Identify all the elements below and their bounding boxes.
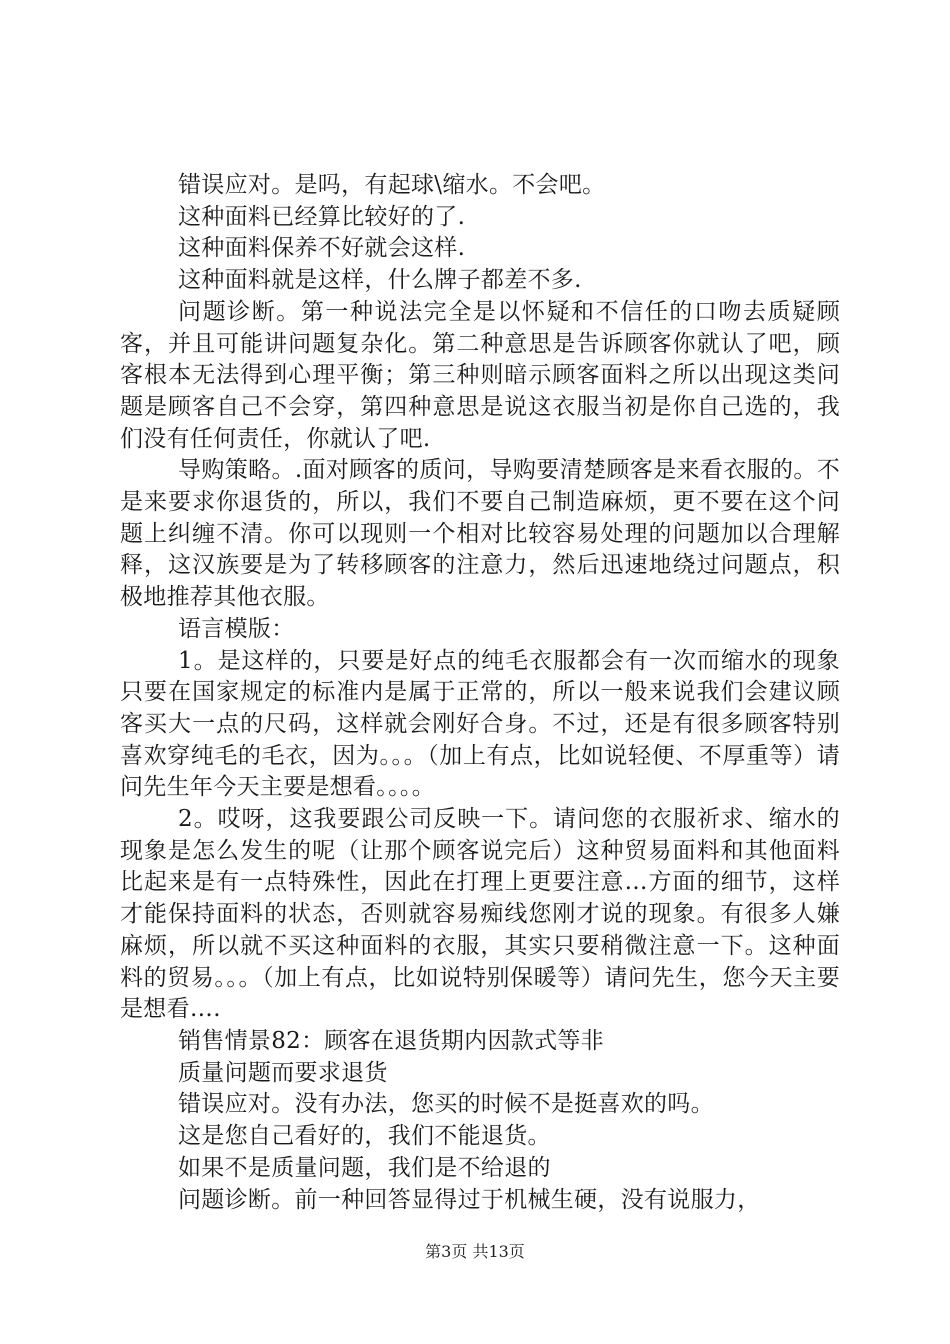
paragraph: 问题诊断。第一种说法完全是以怀疑和不信任的口吻去质疑顾客，并且可能讲问题复杂化。第二种意思是告诉顾客你就认了吧，顾客根本无法得到心理平衡；第三种则暗示顾客面料之所以出现这类问题是顾客自己不会穿，第四种意思是说这衣服当初是你自己选的，我们没有任何责任，你就认了吧. <box>120 298 840 452</box>
paragraph: 错误应对。没有办法，您买的时候不是挺喜欢的吗。 <box>178 1091 714 1118</box>
paragraph: 1。是这样的，只要是好点的纯毛衣服都会有一次而缩水的现象只要在国家规定的标准内是属于正常的，所以一般来说我们会建议顾客买大一点的尺码，这样就会刚好合身。不过，还是有很多顾客特别喜欢穿纯毛的毛衣，因为。。。（加上有点，比如说轻便、不厚重等）请问先生年今天主要是想看。。。。 <box>120 647 840 801</box>
paragraph: 这种面料已经算比较好的了. <box>178 203 466 230</box>
document-body <box>120 170 840 1216</box>
paragraph: 导购策略。.面对顾客的质问，导购要清楚顾客是来看衣服的。不是来要求你退货的，所以，我们不要自己制造麻烦，更不要在这个问题上纠缠不清。你可以现则一个相对比较容易处理的问题加以合理解释，这汉族要是为了转移顾客的注意力，然后迅速地绕过问题点，积极地推荐其他衣服。 <box>120 457 840 611</box>
paragraph: 问题诊断。前一种回答显得过于机械生硬，没有说服力， <box>178 1186 761 1213</box>
section-heading-continued: 质量问题而要求退货 <box>178 1059 388 1086</box>
section-heading: 销售情景82：顾客在退货期内因款式等非 <box>178 1027 604 1054</box>
paragraph: 2。哎呀，这我要跟公司反映一下。请问您的衣服祈求、缩水的现象是怎么发生的呢（让那个顾客说完后）这种贸易面料和其他面料比起来是有一点特殊性，因此在打理上更要注意…方面的细节，这样才能保持面料的状态，否则就容易痴线您刚才说的现象。有很多人嫌麻烦，所以就不买这种面料的衣服，其实只要稍微注意一下。这种面料的贸易。。。（加上有点，比如说特别保暖等）请问先生，您今天主要是想看…. <box>120 806 840 1023</box>
page-number-footer: 第3页 共13页 <box>425 1242 525 1261</box>
paragraph: 如果不是质量问题，我们是不给退的 <box>178 1154 551 1181</box>
paragraph: 这种面料保养不好就会这样. <box>178 235 466 262</box>
paragraph: 错误应对。是吗，有起球\缩水。不会吧。 <box>178 172 606 198</box>
paragraph: 这种面料就是这样，什么牌子都差不多. <box>178 267 582 294</box>
paragraph: 语言模版： <box>178 615 295 642</box>
paragraph: 这是您自己看好的，我们不能退货。 <box>178 1123 551 1150</box>
